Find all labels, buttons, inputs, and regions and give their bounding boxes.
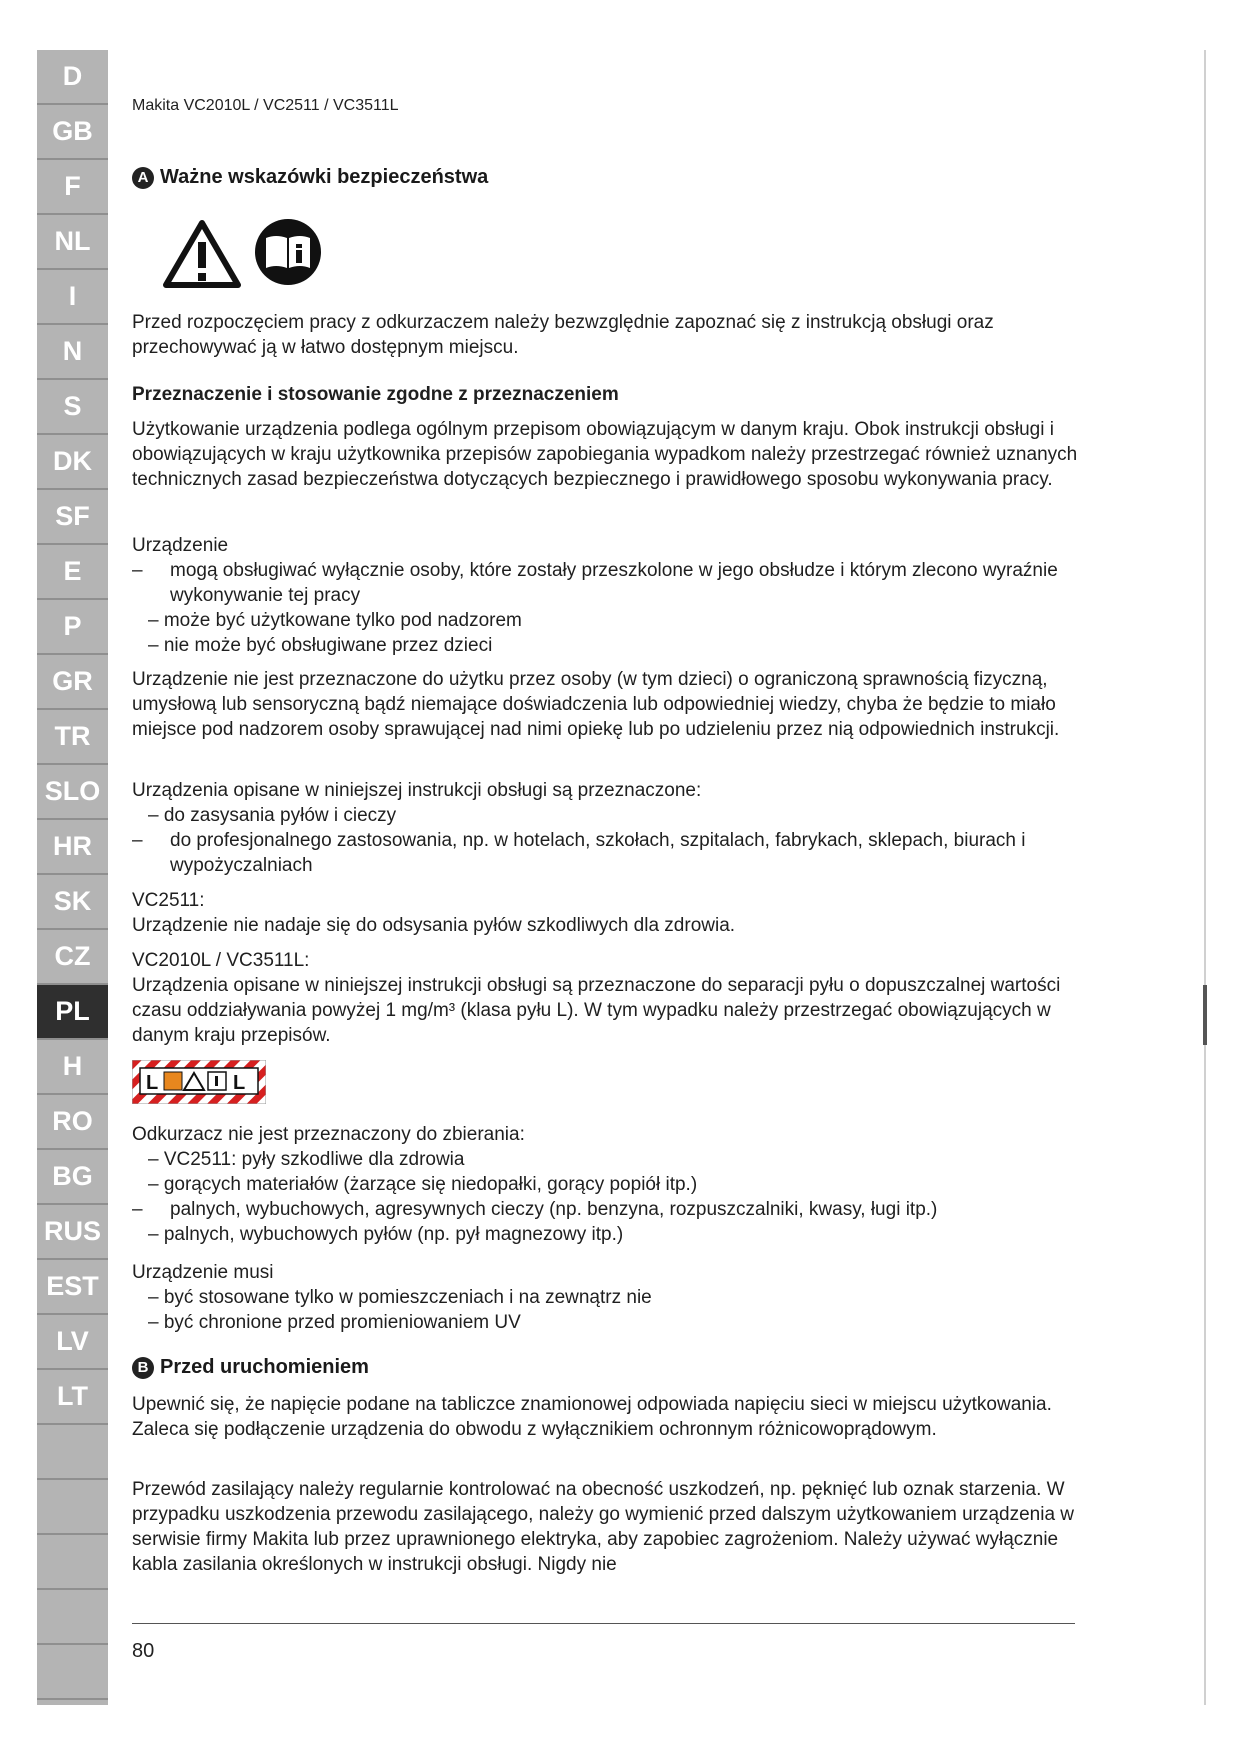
list-item: – palnych, wybuchowych pyłów (np. pył magnezowy itp.) xyxy=(148,1224,624,1245)
intended-label: Urządzenia opisane w niniejszej instrukcji obsługi są przeznaczone: xyxy=(132,780,702,801)
language-tab-nl[interactable]: NL xyxy=(37,215,108,270)
vcl-text: Urządzenia opisane w niniejszej instrukcji obsługi są przeznaczone do separacji pyłu o dopuszczalnej wartości czasu oddziaływania powyżej 1 mg/m³ (klasa pyłu L). W tym wypadku należy przestrzegać obowiązujących w danym kraju przepisów. xyxy=(132,975,1061,1046)
list-item: – do zasysania pyłów i cieczy xyxy=(148,805,397,826)
intro-paragraph: Przed rozpoczęciem pracy z odkurzaczem należy bezwzględnie zapoznać się z instrukcją obsługi oraz przechowywać ją w łatwo dostępnym miejscu. xyxy=(132,312,994,358)
not-for-block xyxy=(132,1122,1082,1247)
vc2511-label: VC2511: xyxy=(132,890,205,911)
list-item: – VC2511: pyły szkodliwe dla zdrowia xyxy=(148,1149,465,1170)
vcl-block xyxy=(132,948,1082,1048)
language-tab-ro[interactable]: RO xyxy=(37,1095,108,1150)
dust-class-letter-left: L xyxy=(146,1072,159,1094)
language-tab-gr[interactable]: GR xyxy=(37,655,108,710)
list-item: – być stosowane tylko w pomieszczeniach i na zewnątrz nie xyxy=(148,1287,652,1308)
list-item: – nie może być obsługiwane przez dzieci xyxy=(148,635,493,656)
intended-block xyxy=(132,778,1082,878)
list-item: – gorących materiałów (żarzące się niedopałki, gorący popiół itp.) xyxy=(148,1174,698,1195)
language-tab-empty xyxy=(37,1590,108,1645)
section-a-letter: A xyxy=(132,167,154,189)
safety-icons xyxy=(162,218,322,290)
vc2511-text: Urządzenie nie nadaje się do odsysania pyłów szkodliwych dla zdrowia. xyxy=(132,915,736,936)
language-tab-empty xyxy=(37,1535,108,1590)
must-label: Urządzenie musi xyxy=(132,1262,274,1283)
not-for-label: Odkurzacz nie jest przeznaczony do zbierania: xyxy=(132,1124,525,1145)
purpose-heading: Przeznaczenie i stosowanie zgodne z przeznaczeniem xyxy=(132,384,619,405)
language-tab-s[interactable]: S xyxy=(37,380,108,435)
language-tab-dk[interactable]: DK xyxy=(37,435,108,490)
read-manual-icon xyxy=(254,218,322,286)
language-tab-d[interactable]: D xyxy=(37,50,108,105)
dust-class-l-icon xyxy=(132,1060,266,1104)
device-block xyxy=(132,533,1082,658)
vcl-label: VC2010L / VC3511L: xyxy=(132,950,310,971)
language-tab-empty xyxy=(37,1645,108,1700)
language-tab-n[interactable]: N xyxy=(37,325,108,380)
device-label: Urządzenie xyxy=(132,535,229,556)
language-tab-i[interactable]: I xyxy=(37,270,108,325)
language-tab-gb[interactable]: GB xyxy=(37,105,108,160)
page-edge-line xyxy=(1204,50,1206,1705)
section-b-title: Przed uruchomieniem xyxy=(160,1356,369,1378)
language-tab-pl[interactable]: PL xyxy=(37,985,108,1040)
section-b-heading xyxy=(132,1356,369,1379)
list-item: – mogą obsługiwać wyłącznie osoby, które zostały przeszkolone w jego obsłudze i którym zlecono wyraźnie wykonywanie tej pracy xyxy=(132,560,1058,606)
vc2511-block xyxy=(132,888,1082,938)
list-item: – do profesjonalnego zastosowania, np. w hotelach, szkołach, szpitalach, fabrykach, sklepach, biurach i wypożyczalniach xyxy=(132,830,1026,876)
list-item: – być chronione przed promieniowaniem UV xyxy=(148,1312,521,1333)
page-edge-marker xyxy=(1203,985,1207,1045)
list-item: – palnych, wybuchowych, agresywnych cieczy (np. benzyna, rozpuszczalniki, kwasy, ługi itp.) xyxy=(132,1199,938,1220)
warning-triangle-icon xyxy=(162,218,242,290)
language-tab-est[interactable]: EST xyxy=(37,1260,108,1315)
language-tab-e[interactable]: E xyxy=(37,545,108,600)
voltage-paragraph: Upewnić się, że napięcie podane na tabliczce znamionowej odpowiada napięciu sieci w miejscu użytkowania. Zaleca się podłączenie urządzenia do obwodu z wyłącznikiem ochronnym różnicowoprądowym. xyxy=(132,1394,1052,1440)
dust-class-letter-right: L xyxy=(233,1072,246,1094)
language-tab-tr[interactable]: TR xyxy=(37,710,108,765)
not-intended-paragraph: Urządzenie nie jest przeznaczone do użytku przez osoby (w tym dzieci) o ograniczoną sprawnością fizyczną, umysłową lub sensoryczną bądź niemające doświadczenia lub odpowiedniej wiedzy, chyba że będzie to miało miejsce pod nadzorem osoby sprawującej nad nimi opiekę lub po udzieleniu przez nią odpowiednich instrukcji. xyxy=(132,669,1060,740)
language-tab-lt[interactable]: LT xyxy=(37,1370,108,1425)
page-number: 80 xyxy=(132,1640,155,1662)
language-tab-lv[interactable]: LV xyxy=(37,1315,108,1370)
model-header: Makita VC2010L / VC2511 / VC3511L xyxy=(132,97,399,114)
language-tab-sf[interactable]: SF xyxy=(37,490,108,545)
language-tab-f[interactable]: F xyxy=(37,160,108,215)
language-tab-bg[interactable]: BG xyxy=(37,1150,108,1205)
section-b-letter: B xyxy=(132,1357,154,1379)
purpose-paragraph: Użytkowanie urządzenia podlega ogólnym przepisom obowiązującym w danym kraju. Obok instrukcji obsługi i obowiązujących w kraju użytkownika przepisów zapobiegania wypadkom należy przestrzegać również uznanych technicznych zasad bezpieczeństwa dotyczących bezpiecznego i prawidłowego sposobu wykonywania pracy. xyxy=(132,419,1078,490)
footer-rule xyxy=(132,1623,1075,1624)
list-item: – może być użytkowane tylko pod nadzorem xyxy=(148,610,522,631)
language-tab-h[interactable]: H xyxy=(37,1040,108,1095)
language-tab-cz[interactable]: CZ xyxy=(37,930,108,985)
section-a-heading xyxy=(132,166,488,189)
language-tab-empty xyxy=(37,1425,108,1480)
language-tab-hr[interactable]: HR xyxy=(37,820,108,875)
language-tab-p[interactable]: P xyxy=(37,600,108,655)
language-tab-strip xyxy=(37,50,108,1705)
language-tab-slo[interactable]: SLO xyxy=(37,765,108,820)
dust-class-l-label xyxy=(132,1060,266,1109)
section-a-title: Ważne wskazówki bezpieczeństwa xyxy=(160,166,489,188)
language-tab-empty xyxy=(37,1480,108,1535)
language-tab-sk[interactable]: SK xyxy=(37,875,108,930)
language-tab-rus[interactable]: RUS xyxy=(37,1205,108,1260)
must-block xyxy=(132,1260,1082,1335)
cable-paragraph: Przewód zasilający należy regularnie kontrolować na obecność uszkodzeń, np. pęknięć lub oznak starzenia. W przypadku uszkodzenia przewodu zasilającego, należy go wymienić przed dalszym użytkowaniem urządzenia w serwisie firmy Makita lub przez uprawnionego elektryka, aby zapobiec zagrożeniom. Należy używać wyłącznie kabla zasilania określonych w instrukcji obsługi. Nigdy nie xyxy=(132,1479,1075,1575)
